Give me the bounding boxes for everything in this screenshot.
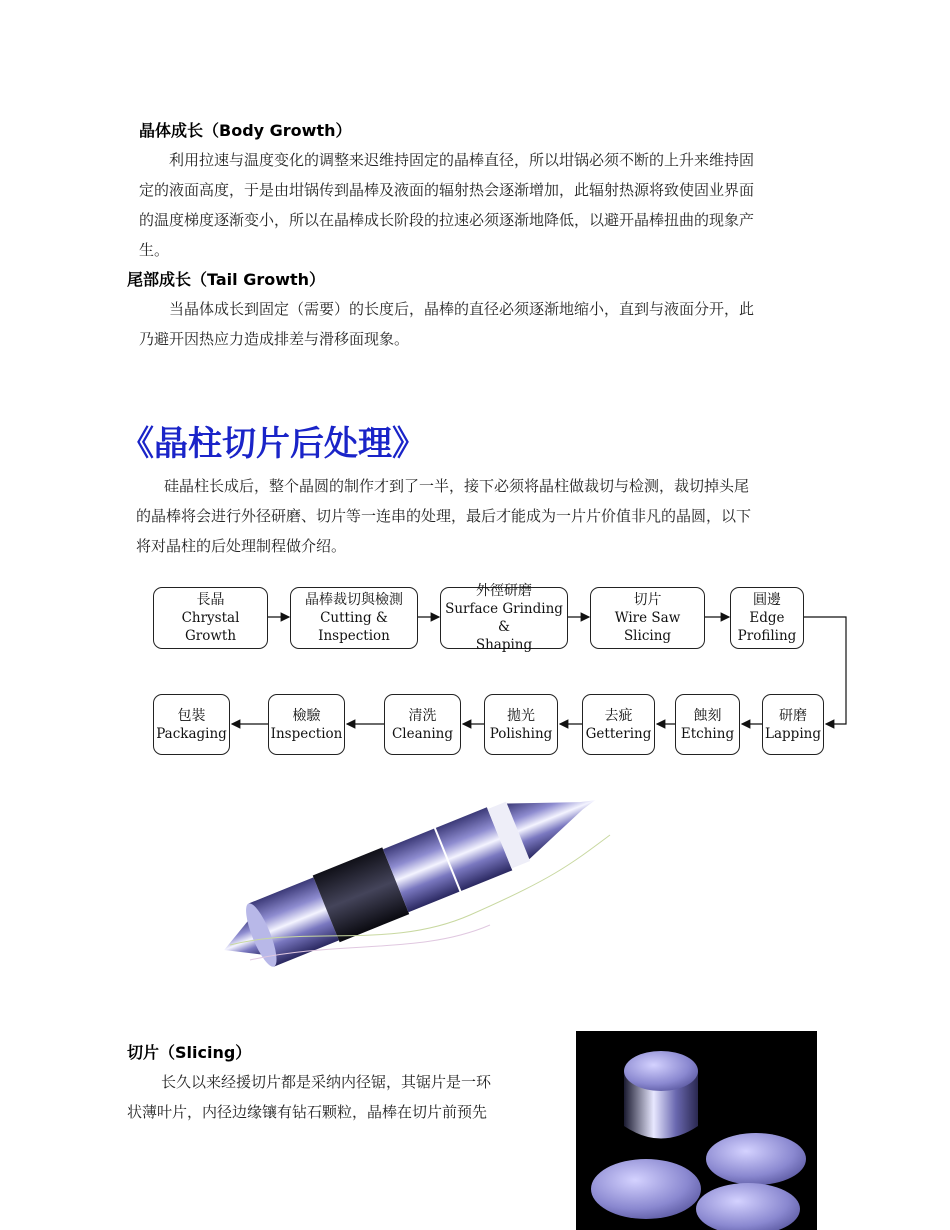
body-growth-heading: 晶体成长（Body Growth）	[139, 121, 352, 140]
text-line: 利用拉速与温度变化的调整来迟维持固定的晶棒直径，所以坩锅必须不断的上升来维持固	[169, 151, 755, 169]
wafer-photo	[576, 1031, 817, 1230]
flow-step-etching	[675, 694, 740, 755]
ingot-top-face	[624, 1051, 698, 1091]
step-label-en: Cutting &	[320, 610, 388, 626]
step-label-zh: 去疵	[604, 707, 633, 724]
step-label-en: Gettering	[585, 725, 652, 742]
step-label-en: Inspection	[270, 725, 343, 742]
step-label-en: Wire Saw Slicing	[614, 610, 681, 644]
text-line: 的温度梯度逐渐变小，所以在晶棒成长阶段的拉速必须逐渐地降低，以避开晶棒扭曲的现象产	[139, 211, 755, 229]
step-label-en: Cleaning	[391, 725, 454, 742]
tail-growth-heading: 尾部成长（Tail Growth）	[127, 270, 326, 289]
step-label-zh: 清洗	[408, 707, 437, 724]
flow-step-edge-profiling	[730, 587, 804, 649]
slicing-heading: 切片（Slicing）	[127, 1043, 252, 1062]
text-line: 的晶棒将会进行外径研磨、切片等一连串的处理，最后才能成为一片片价值非凡的晶圆，以下	[136, 507, 752, 525]
wafer-disk	[706, 1133, 806, 1185]
step-label-zh: 晶棒裁切與檢測	[305, 592, 403, 608]
step-label-zh: 拋光	[507, 707, 535, 724]
text-line: 硅晶柱长成后，整个晶圆的制作才到了一半，接下必须将晶柱做裁切与检测，裁切掉头尾	[164, 477, 750, 495]
post-processing-paragraph	[136, 471, 839, 561]
step-label-en: Chrystal Growth	[181, 610, 240, 644]
step-label-en: Profiling	[737, 628, 797, 644]
step-label-en: Shaping	[475, 637, 533, 653]
flow-step-surface-grinding	[440, 583, 568, 653]
tail-growth-paragraph	[139, 294, 839, 354]
text-line: 当晶体成长到固定（需要）的长度后，晶棒的直径必须逐渐地缩小，直到与液面分开，此	[169, 300, 755, 318]
section-title: 《晶柱切片后处理》	[120, 424, 426, 464]
body-growth-paragraph	[139, 145, 839, 265]
flow-step-cutting-inspection	[290, 587, 418, 649]
step-label-zh: 外徑研磨	[476, 583, 532, 599]
text-line: 定的液面高度，于是由坩锅传到晶棒及液面的辐射热会逐渐增加，此辐射热源将致使固业界面	[139, 181, 755, 199]
flow-step-inspection	[268, 694, 345, 755]
flow-step-packaging	[153, 694, 230, 755]
step-label-en: Surface Grinding &	[445, 601, 563, 635]
step-label-zh: 圓邊	[753, 592, 781, 608]
wafer-disk	[591, 1159, 701, 1219]
step-label-zh: 切片	[633, 592, 662, 608]
flow-step-lapping	[762, 694, 824, 755]
step-label-en: Edge	[749, 610, 785, 626]
step-label-zh: 研磨	[779, 707, 807, 724]
step-label-en: Etching	[680, 725, 735, 742]
step-label-zh: 檢驗	[292, 707, 321, 724]
text-line: 乃避开因热应力造成排差与滑移面现象。	[139, 330, 410, 348]
step-label-zh: 蝕刻	[693, 707, 722, 724]
step-label-en: Inspection	[318, 628, 390, 644]
slicing-paragraph	[127, 1067, 542, 1127]
text-line: 将对晶柱的后处理制程做介绍。	[136, 537, 347, 555]
step-label-en: Polishing	[489, 725, 553, 742]
text-line: 状薄叶片，内径边缘镶有钻石颗粒，晶棒在切片前预先	[127, 1103, 488, 1121]
flow-step-polishing	[484, 694, 558, 755]
ingot-illustration	[190, 775, 620, 980]
flow-step-cleaning	[384, 694, 461, 755]
flow-step-gettering	[582, 694, 655, 755]
text-line: 长久以来经援切片都是采纳内径锯，其锯片是一环	[161, 1073, 492, 1091]
step-label-zh: 包裝	[177, 707, 206, 724]
flow-connector	[804, 617, 846, 724]
step-label-en: Lapping	[765, 725, 821, 742]
flow-step-crystal-growth	[153, 587, 268, 649]
step-label-zh: 長晶	[196, 592, 225, 608]
step-label-en: Packaging	[156, 725, 227, 742]
flow-step-wire-saw-slicing	[590, 587, 705, 649]
text-line: 生。	[139, 241, 170, 259]
